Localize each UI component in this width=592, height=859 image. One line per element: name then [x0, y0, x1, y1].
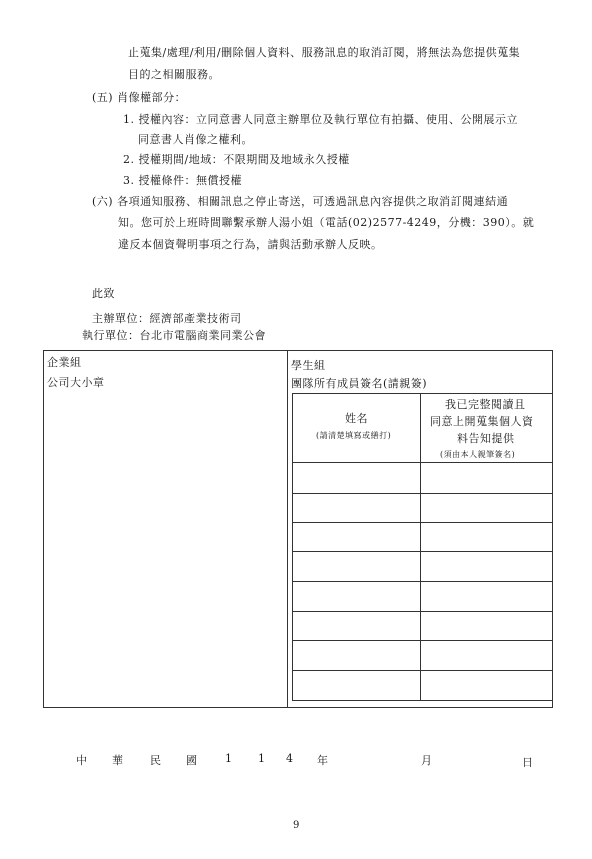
paragraph-line: 知。您可於上班時間聯繫承辦人湯小姐（電話(02)2577-4249，分機：390）。就 — [118, 216, 535, 229]
consent-header: 料告知提供 — [457, 432, 515, 445]
member-signature-cell[interactable] — [421, 671, 552, 700]
list-item: 同意書人肖像之權利。 — [138, 133, 253, 146]
date-char: 中 — [76, 754, 87, 767]
year-digit: 4 — [286, 752, 293, 765]
consent-header: 我已完整閱讀且 — [445, 398, 526, 411]
date-char: 華 — [112, 754, 123, 767]
date-char: 民 — [150, 754, 161, 767]
member-name-cell[interactable] — [293, 463, 419, 492]
company-seal-label: 公司大小章 — [47, 376, 105, 389]
member-signature-cell[interactable] — [421, 463, 552, 492]
member-signature-cell[interactable] — [421, 523, 552, 550]
paragraph-line: 目的之相關服務。 — [128, 68, 220, 81]
paragraph-line: 止蒐集/處理/利用/刪除個人資料、服務訊息的取消訂閱，將無法為您提供蒐集 — [128, 46, 521, 59]
member-signature-cell[interactable] — [421, 582, 552, 610]
member-name-cell[interactable] — [293, 523, 419, 550]
section-heading: (六) 各項通知服務、相關訊息之停止寄送，可透過訊息內容提供之取消訂閱連結通 — [92, 195, 509, 208]
page-number: 9 — [293, 820, 300, 831]
team-signature-label: 團隊所有成員簽名(請親簽) — [291, 377, 428, 390]
consent-header: 同意上開蒐集個人資 — [430, 415, 534, 428]
year-digit: 1 — [225, 752, 232, 765]
organizer-line: 主辦單位：經濟部產業技術司 — [92, 312, 242, 325]
list-item: 1. 授權內容：立同意書人同意主辦單位及執行單位有拍攝、使用、公開展示立 — [123, 113, 518, 126]
member-name-cell[interactable] — [293, 612, 419, 639]
name-column-note: (請清楚填寫或繕打) — [316, 431, 392, 440]
member-name-cell[interactable] — [293, 552, 419, 580]
member-name-cell[interactable] — [293, 671, 419, 700]
paragraph-line: 違反本個資聲明事項之行為，請與活動承辦人反映。 — [118, 238, 383, 251]
day-label: 日 — [522, 756, 533, 769]
year-digit: 1 — [258, 752, 265, 765]
member-signature-cell[interactable] — [421, 612, 552, 639]
name-column-header: 姓名 — [345, 412, 368, 425]
member-name-cell[interactable] — [293, 582, 419, 610]
member-signature-cell[interactable] — [421, 552, 552, 580]
member-signature-cell[interactable] — [421, 494, 552, 521]
date-char: 國 — [186, 754, 197, 767]
executor-line: 執行單位：台北市電腦商業同業公會 — [82, 329, 266, 342]
student-title: 學生組 — [291, 359, 326, 372]
consent-note: (須由本人親筆簽名) — [440, 450, 516, 459]
member-name-cell[interactable] — [293, 494, 419, 521]
column-divider — [287, 350, 288, 708]
month-label: 月 — [421, 754, 432, 767]
salutation: 此致 — [92, 287, 115, 300]
year-label: 年 — [317, 754, 328, 767]
section-heading: (五) 肖像權部分： — [92, 91, 187, 104]
member-signature-cell[interactable] — [421, 641, 552, 669]
enterprise-title: 企業組 — [47, 356, 82, 369]
list-item: 2. 授權期間/地域：不限期間及地域永久授權 — [123, 153, 350, 166]
member-name-cell[interactable] — [293, 641, 419, 669]
seal-area[interactable] — [45, 392, 285, 704]
list-item: 3. 授權條件：無償授權 — [123, 174, 242, 187]
